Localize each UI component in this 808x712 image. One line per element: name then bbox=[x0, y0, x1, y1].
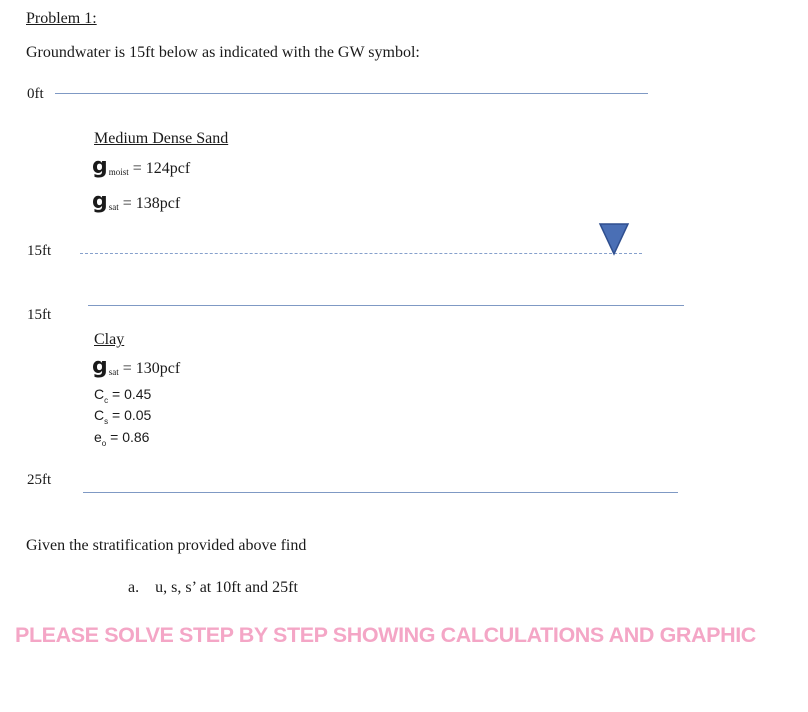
clay-bottom-line bbox=[83, 492, 678, 493]
clay-void-ratio bbox=[94, 429, 149, 448]
clay-sat-unit-weight bbox=[92, 356, 180, 378]
prop-value: = 0.86 bbox=[106, 429, 150, 445]
gamma-subscript: sat bbox=[108, 367, 119, 377]
gamma-symbol: g bbox=[92, 189, 108, 214]
depth-label-gw: 15ft bbox=[27, 243, 52, 259]
sand-layer-title: Medium Dense Sand bbox=[94, 130, 229, 147]
gamma-value: = 138pcf bbox=[122, 195, 181, 212]
problem-title: Problem 1: bbox=[26, 10, 97, 27]
prop-subscript: c bbox=[104, 395, 109, 405]
sand-clay-boundary-line bbox=[88, 305, 684, 306]
ground-surface-line bbox=[55, 93, 648, 94]
gamma-subscript: sat bbox=[108, 202, 119, 212]
depth-label-clay-top: 15ft bbox=[27, 307, 52, 323]
depth-label-0ft: 0ft bbox=[27, 86, 44, 102]
question-part-a bbox=[128, 579, 298, 597]
gamma-value: = 124pcf bbox=[132, 160, 191, 177]
clay-layer-title: Clay bbox=[94, 331, 125, 348]
question-given-text: Given the stratification provided above find bbox=[26, 537, 307, 554]
prop-subscript: o bbox=[101, 438, 107, 448]
part-text: u, s, s’ at 10ft and 25ft bbox=[155, 579, 298, 596]
problem-intro: Groundwater is 15ft below as indicated with the GW symbol: bbox=[26, 44, 420, 61]
prop-base: C bbox=[94, 386, 105, 402]
groundwater-table-line bbox=[80, 253, 642, 254]
sand-sat-unit-weight bbox=[92, 191, 180, 213]
prop-base: C bbox=[94, 407, 105, 423]
prop-base: e bbox=[94, 429, 102, 445]
clay-compression-index bbox=[94, 386, 151, 405]
depth-label-bottom: 25ft bbox=[27, 472, 52, 488]
prop-subscript: s bbox=[104, 416, 109, 426]
part-label: a. bbox=[128, 579, 140, 596]
clay-swell-index bbox=[94, 407, 151, 426]
groundwater-triangle-icon bbox=[598, 222, 630, 256]
solve-request-banner: PLEASE SOLVE STEP BY STEP SHOWING CALCULATIONS AND GRAPHIC bbox=[15, 623, 756, 647]
prop-value: = 0.45 bbox=[108, 386, 152, 402]
gamma-symbol: g bbox=[92, 154, 108, 179]
prop-value: = 0.05 bbox=[108, 407, 152, 423]
sand-moist-unit-weight bbox=[92, 156, 190, 178]
gamma-value: = 130pcf bbox=[122, 360, 181, 377]
gamma-symbol: g bbox=[92, 354, 108, 379]
gamma-subscript: moist bbox=[108, 167, 129, 177]
